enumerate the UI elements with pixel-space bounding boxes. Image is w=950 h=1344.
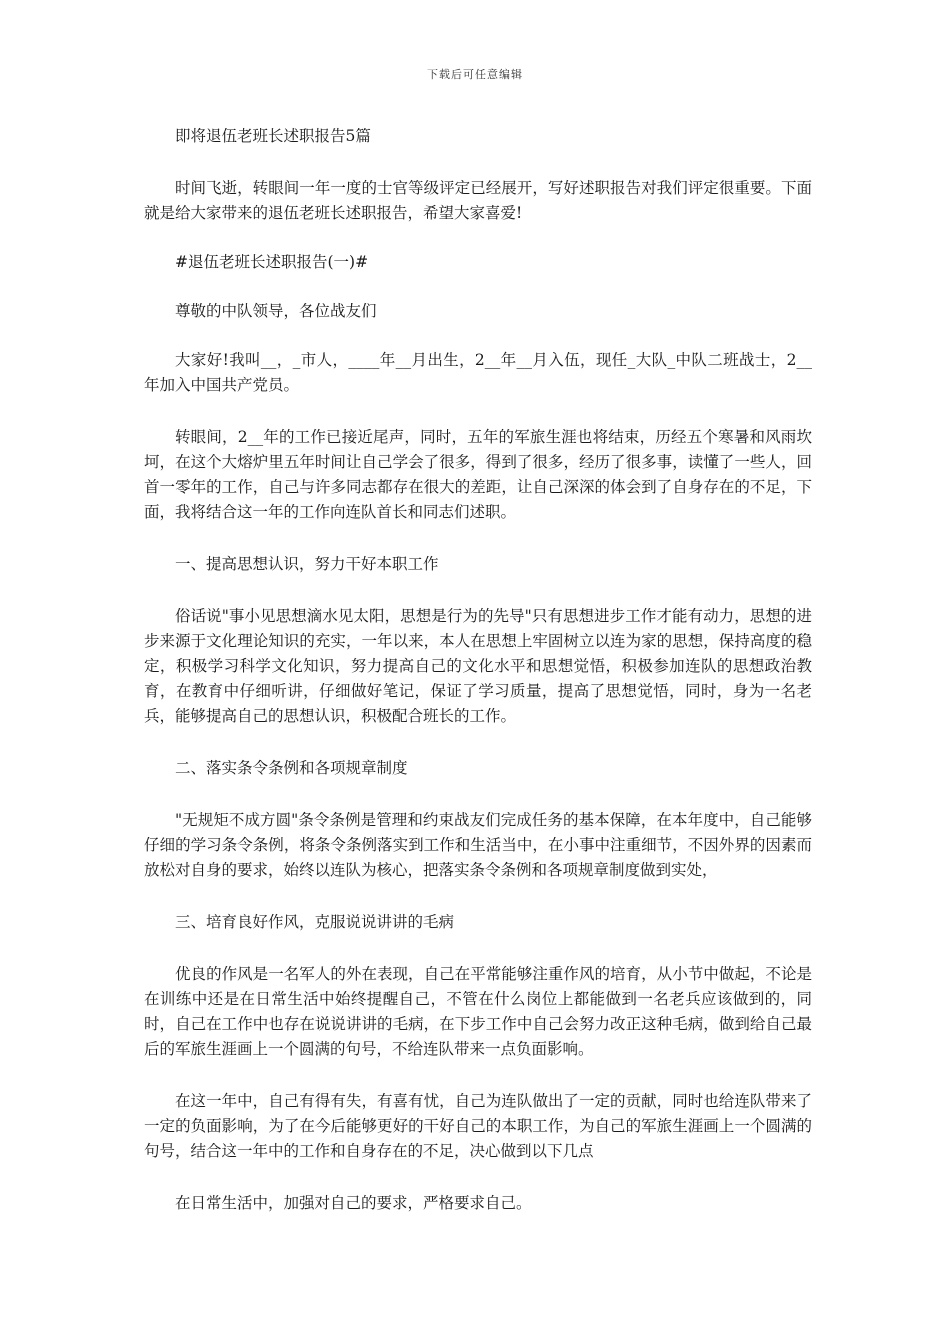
document-body bbox=[144, 124, 812, 1216]
section-marker: #退伍老班长述职报告(一)# bbox=[175, 253, 369, 271]
section-body-1: 俗话说"事小见思想滴水见太阳，思想是行为的先导"只有思想进步工作才能有动力，思想的进步来源于文化理论知识的充实，一年以来，本人在思想上牢固树立以连为家的思想，保持高度的稳定，积极学习科学文化知识，努力提高自己的文化水平和思想觉悟，积极参加连队的思想政治教育，在教育中仔细听讲，仔细做好笔记，保证了学习质量，提高了思想觉悟，同时，身为一名老兵，能够提高自己的思想认识，积极配合班长的工作。 bbox=[144, 607, 812, 725]
page-header-note: 下载后可任意编辑 bbox=[427, 68, 523, 81]
resolution-item-1: 在日常生活中，加强对自己的要求，严格要求自己。 bbox=[175, 1194, 532, 1212]
summary-paragraph: 在这一年中，自己有得有失，有喜有忧，自己为连队做出了一定的贡献，同时也给连队带来了一定的负面影响，为了在今后能够更好的干好自己的本职工作，为自己的军旅生涯画上一个圆满的句号，结合这一年中的工作和自身存在的不足，决心做到以下几点 bbox=[144, 1092, 812, 1160]
section-heading-3: 三、培育良好作风，克服说说讲讲的毛病 bbox=[175, 913, 455, 931]
document-title: 即将退伍老班长述职报告5篇 bbox=[175, 127, 371, 145]
intro-paragraph: 时间飞逝，转眼间一年一度的士官等级评定已经展开，写好述职报告对我们评定很重要。下面就是给大家带来的退伍老班长述职报告，希望大家喜爱! bbox=[144, 179, 812, 222]
overview-paragraph: 转眼间，2__年的工作已接近尾声，同时，五年的军旅生涯也将结束，历经五个寒暑和风雨坎坷，在这个大熔炉里五年时间让自己学会了很多，得到了很多，经历了很多事，读懂了一些人，回首一零年的工作，自己与许多同志都存在很大的差距，让自己深深的体会到了自身存在的不足，下面，我将结合这一年的工作向连队首长和同志们述职。 bbox=[144, 428, 812, 521]
section-body-2: "无规矩不成方圆"条令条例是管理和约束战友们完成任务的基本保障，在本年度中，自己能够仔细的学习条令条例，将条令条例落实到工作和生活当中，在小事中注重细节，不因外界的因素而放松对自身的要求，始终以连队为核心，把落实条令条例和各项规章制度做到实处， bbox=[144, 811, 812, 879]
section-heading-2: 二、落实条令条例和各项规章制度 bbox=[175, 759, 408, 777]
salutation: 尊敬的中队领导，各位战友们 bbox=[175, 302, 377, 320]
section-body-3: 优良的作风是一名军人的外在表现，自己在平常能够注重作风的培育，从小节中做起，不论是在训练中还是在日常生活中始终提醒自己，不管在什么岗位上都能做到一名老兵应该做到的，同时，自己在工作中也存在说说讲讲的毛病，在下步工作中自己会努力改正这种毛病，做到给自己最后的军旅生涯画上一个圆满的句号，不给连队带来一点负面影响。 bbox=[144, 965, 812, 1058]
section-heading-1: 一、提高思想认识，努力干好本职工作 bbox=[175, 555, 439, 573]
greeting-paragraph: 大家好!我叫__，_市人，____年__月出生，2__年__月入伍，现任_大队_中队二班战士，2__年加入中国共产党员。 bbox=[144, 351, 812, 394]
